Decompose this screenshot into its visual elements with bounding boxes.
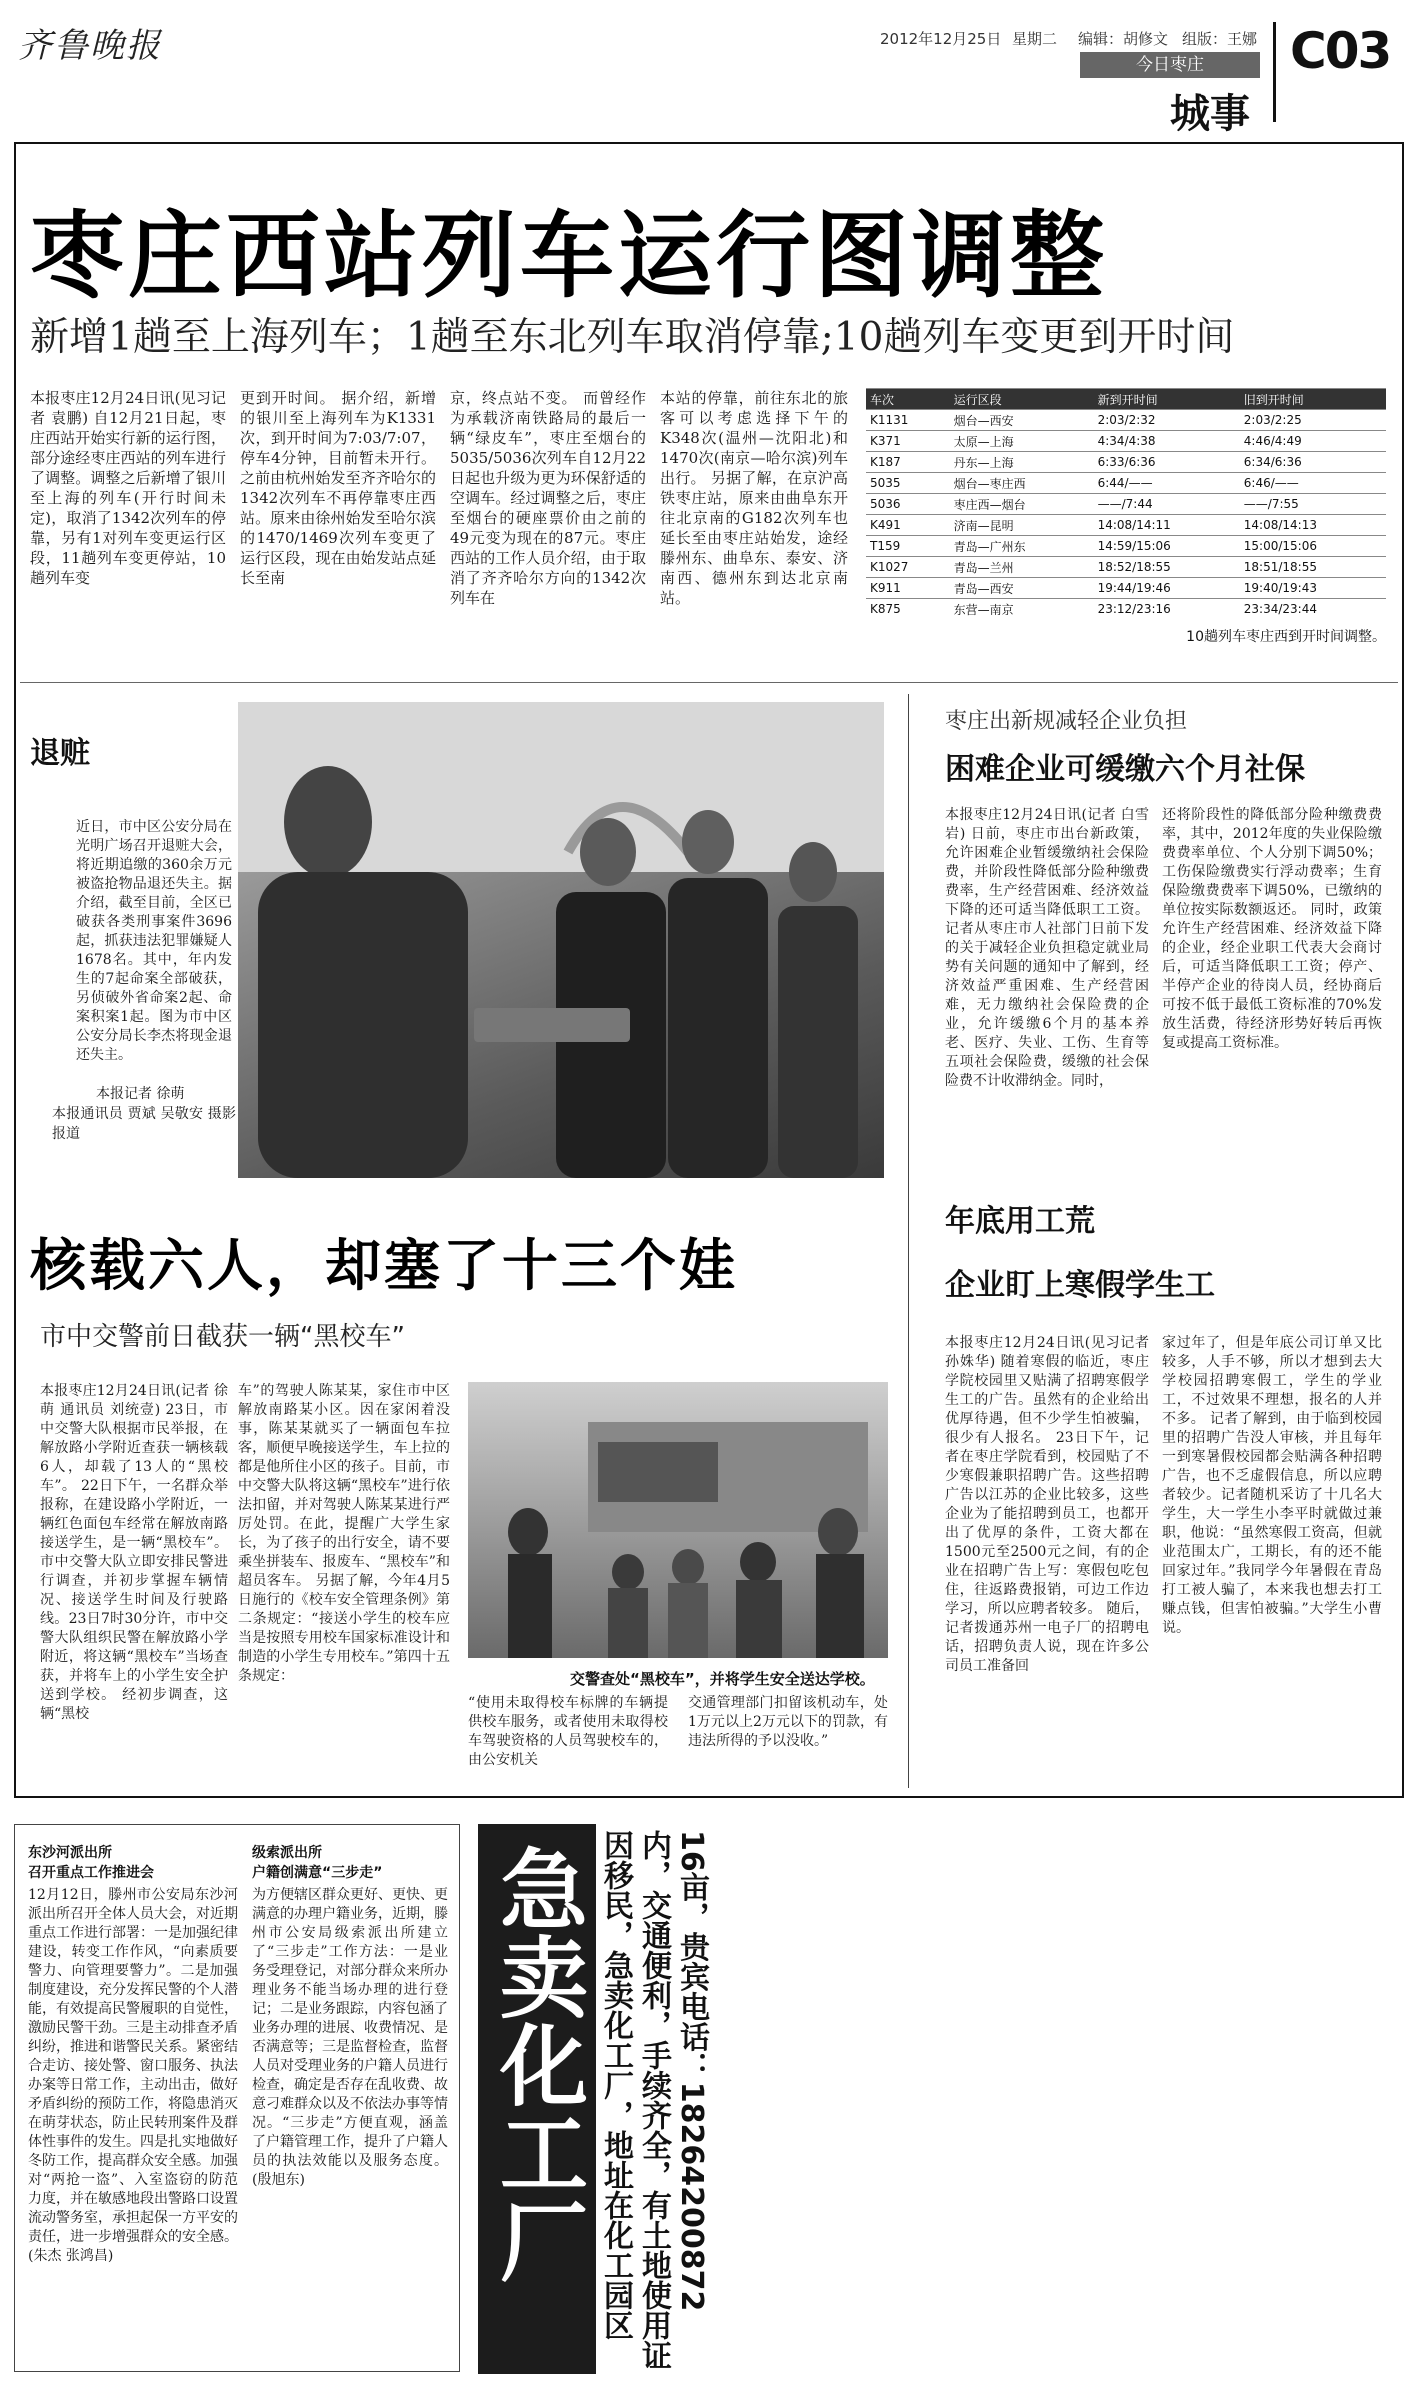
refund-credit-1: 本报记者 徐萌 xyxy=(96,1086,185,1102)
lead-column-4: 本站的停靠，前往东北的旅客可以考虑选择下午的K348次(温州—沈阳北)和1470次(南京—哈尔滨)列车出行。 另据了解，在京沪高铁枣庄站，原来由曲阜东开往北京南的G182次列车也延长至由枣庄站始发，途经滕州东、曲阜东、泰安、济南西、德州东到达北京南站。 xyxy=(660,389,848,607)
bus-column-4: 交通管理部门扣留该机动车，处1万元以上2万元以下的罚款，有违法所得的予以没收。” xyxy=(688,1695,888,1749)
section-name: 城事 xyxy=(1170,91,1250,137)
brief2-title-2: 户籍创满意“三步走” xyxy=(252,1865,383,1881)
students-column-1: 本报枣庄12月24日讯(见习记者 孙姝华) 随着寒假的临近，枣庄学院校园里又贴满了招聘寒假学生工的广告。虽然有的企业给出优厚待遇，但不少学生怕被骗，很少有人报名。 23日下午，记者在枣庄学院看到，校园贴了不少寒假兼职招聘广告。这些招聘广告以江苏的企业比较多，这些企业为了能招聘到员工，也都开出了优厚的条件，工资大都在1500元至2500元之间，有的企业在招聘广告上写：寒假包吃包住，往返路费报销，可边工作边学习，所以应聘者较多。 随后，记者拨通苏州一电子厂的招聘电话，招聘负责人说，现在许多公司员工准备回 xyxy=(945,1335,1149,1674)
timetable-cell: 4:34/4:38 xyxy=(1094,431,1240,452)
timetable-cell: K1131 xyxy=(866,410,950,431)
students-title-2: 企业盯上寒假学生工 xyxy=(945,1268,1215,1303)
timetable-row xyxy=(866,536,1386,557)
timetable-cell: 6:46/—— xyxy=(1240,473,1386,494)
lead-subhead: 新增1趟至上海列车；1趟至东北列车取消停靠;10趟列车变更到开时间 xyxy=(30,315,1235,360)
timetable-cell: 青岛—广州东 xyxy=(950,536,1094,557)
timetable-cell: 丹东—上海 xyxy=(950,452,1094,473)
timetable-cell: 23:34/23:44 xyxy=(1240,599,1386,620)
issue-weekday: 星期二 xyxy=(1012,30,1058,48)
students-title-1: 年底用工荒 xyxy=(945,1204,1095,1239)
timetable-cell: 4:46/4:49 xyxy=(1240,431,1386,452)
ad-headline: 急卖化工厂 xyxy=(486,1844,589,2284)
lead-headline: 枣庄西站列车运行图调整 xyxy=(30,202,1109,311)
timetable-cell: K1027 xyxy=(866,557,950,578)
timetable-row xyxy=(866,515,1386,536)
timetable-cell: 6:33/6:36 xyxy=(1094,452,1240,473)
timetable-cell: T159 xyxy=(866,536,950,557)
bus-photo xyxy=(468,1382,888,1658)
timetable-cell: ——/7:55 xyxy=(1240,494,1386,515)
refund-credit-2: 本报通讯员 贾斌 吴敬安 摄影报道 xyxy=(52,1106,236,1142)
timetable-cell: K371 xyxy=(866,431,950,452)
timetable-cell: 18:52/18:55 xyxy=(1094,557,1240,578)
timetable-row xyxy=(866,578,1386,599)
timetable-cell: 19:44/19:46 xyxy=(1094,578,1240,599)
brief1-body: 12月12日，滕州市公安局东沙河派出所召开全体人员大会，对近期重点工作进行部署：一是加强纪律建设，转变工作作风，“向素质要警力、向管理要警力”。二是加强制度建设，充分发挥民警的个人潜能，有效提高民警履职的自觉性，激励民警干劲。三是主动排查矛盾纠纷，推进和谐警民关系。紧密结合走访、接处警、窗口服务、执法办案等日常工作，主动出击，做好矛盾纠纷的预防工作，将隐患消灭在萌芽状态，防止民转刑案件及群体性事件的发生。四是扎实地做好冬防工作，提高群众安全感。加强对“两抢一盗”、入室盗窃的防范力度，并在敏感地段出警路口设置流动警务室，承担起保一方平安的责任，进一步增强群众的安全感。(朱杰 张鸿昌) xyxy=(28,1887,238,2264)
timetable-cell: 23:12/23:16 xyxy=(1094,599,1240,620)
bus-column-3: “使用未取得校车标牌的车辆提供校车服务，或者使用未取得校车驾驶资格的人员驾驶校车的，由公安机关 xyxy=(468,1695,668,1768)
timetable-row xyxy=(866,410,1386,431)
bus-photo-caption: 交警查处“黑校车”，并将学生安全送达学校。 xyxy=(570,1670,875,1688)
timetable-cell: 太原—上海 xyxy=(950,431,1094,452)
bus-subhead: 市中交警前日截获一辆“黑校车” xyxy=(40,1322,405,1352)
timetable-cell: 枣庄西—烟台 xyxy=(950,494,1094,515)
timetable-cell: K875 xyxy=(866,599,950,620)
lead-column-1: 本报枣庄12月24日讯(见习记者 袁鹏) 自12月21日起，枣庄西站开始实行新的运行图，部分途经枣庄西站的列车进行了调整。调整之后新增了银川至上海的列车(开行时间未定)，取消了1342次列车的停靠，另有1对列车变更运行区段，11趟列车变更停站，10趟列车变 xyxy=(30,389,226,587)
timetable-header: 旧到开时间 xyxy=(1240,389,1386,410)
brief1-title-2: 召开重点工作推进会 xyxy=(28,1865,154,1881)
timetable-cell: 青岛—西安 xyxy=(950,578,1094,599)
timetable-row xyxy=(866,494,1386,515)
timetable-cell: 济南—昆明 xyxy=(950,515,1094,536)
timetable-row xyxy=(866,452,1386,473)
timetable-cell: 烟台—西安 xyxy=(950,410,1094,431)
timetable-cell: 5035 xyxy=(866,473,950,494)
timetable-cell: 19:40/19:43 xyxy=(1240,578,1386,599)
timetable-row xyxy=(866,431,1386,452)
timetable-cell: 青岛—兰州 xyxy=(950,557,1094,578)
timetable-cell: 东营—南京 xyxy=(950,599,1094,620)
page-number: C03 xyxy=(1290,22,1391,80)
timetable-cell: ——/7:44 xyxy=(1094,494,1240,515)
timetable-cell: 5036 xyxy=(866,494,950,515)
social-column-2: 还将阶段性的降低部分险种缴费费率，其中，2012年度的失业保险缴费费率单位、个人分别下调50%；工伤保险缴费实行浮动费率；生育保险缴费费率下调50%，已缴纳的单位按实际数额返还。 同时，政策允许生产经营困难、经济效益下降的企业，经企业职工代表大会商讨后，可适当降低职工工资；停产、半停产企业的待岗人员，经协商后可按不低于最低工资标准的70%发放生活费，待经济形势好转后再恢复或提高工资标准。 xyxy=(1162,807,1382,1051)
bus-column-1: 本报枣庄12月24日讯(记者 徐萌 通讯员 刘统壹) 23日，市中交警大队根据市民举报，在解放路小学附近查获一辆核载6人，却载了13人的“黑校车”。 22日下午，一名群众举报称，在建设路小学附近，一辆红色面包车经常在解放南路接送学生，是一辆“黑校车”。市中交警大队立即安排民警进行调查，并初步掌握车辆情况、接送学生时间及行驶路线。23日7时30分许，市中交警大队组织民警在解放路小学附近，将这辆“黑校车”当场查获，并将车上的小学生安全护送到学校。 经初步调查，这辆“黑校 xyxy=(40,1383,228,1722)
lead-column-3: 京，终点站不变。 而曾经作为承载济南铁路局的最后一辆“绿皮车”，枣庄至烟台的5035/5036次列车自12月22日起也升级为更为环保舒适的空调车。经过调整之后，枣庄至烟台的硬座票价由之前的49元变为现在的87元。枣庄西站的工作人员介绍，由于取消了齐齐哈尔方向的1342次列车在 xyxy=(450,389,646,607)
ad-text xyxy=(596,1830,710,2370)
ad-headline-box xyxy=(478,1824,596,2374)
timetable-header: 运行区段 xyxy=(950,389,1094,410)
brief2-title-1: 级索派出所 xyxy=(252,1845,322,1861)
timetable-cell: 2:03/2:25 xyxy=(1240,410,1386,431)
bus-photo-scene xyxy=(468,1382,888,1658)
bus-headline: 核载六人，却塞了十三个娃 xyxy=(30,1234,738,1299)
social-kicker: 枣庄出新规减轻企业负担 xyxy=(945,709,1188,734)
students-column-2: 家过年了，但是年底公司订单又比较多，人手不够，所以才想到去大学校园招聘寒假工，学生的学业工，不过效果不理想，报名的人并不多。 记者了解到，由于临到校园里的招聘广告没人审核，并且每年一到寒暑假校园都会贴满各种招聘广告，也不乏虚假信息，所以应聘者较少。记者随机采访了十几名大学生，大一学生小李平时就做过兼职，他说：“虽然寒假工资高，但就业范围太广，工期长，有的还不能回家过年。”我同学今年暑假在青岛打工被人骗了，本来我也想去打工赚点钱，但害怕被骗。”大学生小曹说。 xyxy=(1162,1335,1382,1636)
refund-body: 近日，市中区公安分局在光明广场召开退赃大会，将近期追缴的360余万元被盗抢物品退还失主。据介绍，截至目前，全区已破获各类刑事案件3696起，抓获违法犯罪嫌疑人1678名。其中，年内发生的7起命案全部破获，另侦破外省命案2起、命案积案1起。图为市中区公安分局长李杰将现金退还失主。 xyxy=(76,819,232,1063)
header-divider xyxy=(1273,22,1276,122)
timetable-header: 新到开时间 xyxy=(1094,389,1240,410)
ad-line-1: 16亩，贵宾电话：18264200872 xyxy=(674,1830,709,2312)
divider xyxy=(20,682,1398,683)
editor-credit: 编辑：胡修文 xyxy=(1078,30,1169,48)
timetable-cell: 2:03/2:32 xyxy=(1094,410,1240,431)
timetable-cell: 18:51/18:55 xyxy=(1240,557,1386,578)
timetable-row xyxy=(866,473,1386,494)
timetable-cell: 14:08/14:11 xyxy=(1094,515,1240,536)
timetable-cell: K491 xyxy=(866,515,950,536)
ad-line-2: 内，交通便利，手续齐全，有土地使用证 xyxy=(636,1830,671,2370)
issue-date: 2012年12月25日 xyxy=(880,30,1002,48)
timetable-row xyxy=(866,557,1386,578)
layout-credit: 组版：王娜 xyxy=(1182,30,1258,48)
timetable-cell: K911 xyxy=(866,578,950,599)
timetable-cell: K187 xyxy=(866,452,950,473)
timetable-caption: 10趟列车枣庄西到开时间调整。 xyxy=(1186,628,1386,645)
refund-photo xyxy=(238,702,884,1178)
timetable-cell: 6:44/—— xyxy=(1094,473,1240,494)
timetable-cell: 6:34/6:36 xyxy=(1240,452,1386,473)
refund-photo-scene xyxy=(238,702,884,1178)
social-column-1: 本报枣庄12月24日讯(记者 白雪岩) 日前，枣庄市出台新政策，允许困难企业暂缓缴纳社会保险费，并阶段性降低部分险种缴费费率，生产经营困难、经济效益下降的还可适当降低职工工资。 记者从枣庄市人社部门日前下发的关于减轻企业负担稳定就业局势有关问题的通知中了解到，经济效益严重困难、生产经营困难，无力缴纳社会保险费的企业，允许缓缴6个月的基本养老、医疗、失业、工伤、生育等五项社会保险费，缓缴的社会保险费不计收滞纳金。同时， xyxy=(945,807,1149,1089)
social-title: 困难企业可缓缴六个月社保 xyxy=(945,752,1305,787)
ad-line-3: 因移民，急卖化工厂，地址在化工园区 xyxy=(598,1830,633,2340)
timetable-row xyxy=(866,599,1386,620)
timetable-header-row xyxy=(866,389,1386,410)
lead-column-2: 更到开时间。 据介绍，新增的银川至上海列车为K1331次，到开时间为7:03/7:07，停车4分钟，目前暂未开行。之前由杭州始发至齐齐哈尔的1342次列车不再停靠枣庄西站。原来由徐州始发至哈尔滨的1470/1469次列车变更了运行区段，现在由始发站点延长至南 xyxy=(240,389,436,587)
timetable xyxy=(866,388,1386,646)
timetable-cell: 15:00/15:06 xyxy=(1240,536,1386,557)
timetable-cell: 烟台—枣庄西 xyxy=(950,473,1094,494)
bus-column-2: 车”的驾驶人陈某某，家住市中区解放南路某小区。因在家闲着没事，陈某某就买了一辆面包车拉客，顺便早晚接送学生，车上拉的都是他所住小区的孩子。目前，市中交警大队将这辆“黑校车”进行依法扣留，并对驾驶人陈某某进行严厉处罚。在此，提醒广大学生家长，为了孩子的出行安全，请不要乘坐拼装车、报废车、“黑校车”和超员客车。 另据了解，今年4月5日施行的《校车安全管理条例》第二条规定：“接送小学生的校车应当是按照专用校车国家标准设计和制造的小学生专用校车。”第四十五条规定： xyxy=(238,1383,450,1684)
refund-title: 退赃 xyxy=(30,736,90,771)
timetable-cell: 14:59/15:06 xyxy=(1094,536,1240,557)
masthead: 齐鲁晚报 xyxy=(18,26,162,66)
timetable-header: 车次 xyxy=(866,389,950,410)
brief1-title-1: 东沙河派出所 xyxy=(28,1845,112,1861)
brief2-body: 为方便辖区群众更好、更快、更满意的办理户籍业务，近期，滕州市公安局级索派出所建立了“三步走”工作方法：一是业务受理登记，对部分群众来所办理业务不能当场办理的进行登记；二是业务跟踪，内容包涵了业务办理的进展、收费情况、是否满意等；三是监督检查，监督人员对受理业务的户籍人员进行检查，确定是否存在乱收费、故意刁难群众以及不依法办事等情况。“三步走”方便直观，涵盖了户籍管理工作，提升了户籍人员的执法效能以及服务态度。(殷旭东) xyxy=(252,1887,448,2188)
timetable-cell: 14:08/14:13 xyxy=(1240,515,1386,536)
section-tag: 今日枣庄 xyxy=(1080,52,1260,78)
column-divider xyxy=(908,694,909,1788)
